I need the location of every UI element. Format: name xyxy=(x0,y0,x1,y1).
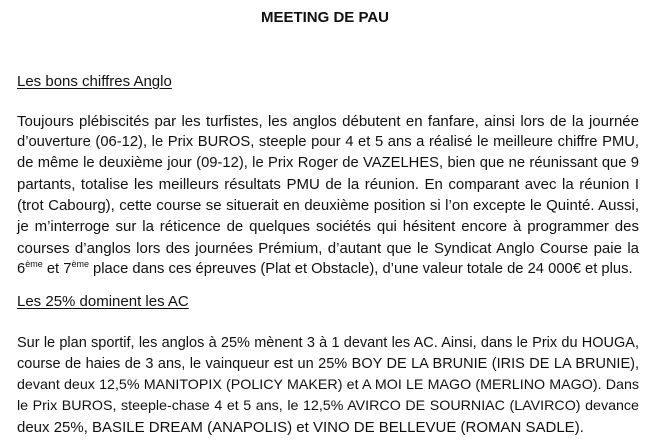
text-line: course de haies de 3 ans, le vainqueur est un 25% BOY DE LA BRUNIE (IRIS DE LA BRUNIE), xyxy=(17,356,639,373)
text-line: devant deux 12,5% MANITOPIX (POLICY MAKER) et A MOI LE MAGO (MERLINO MAGO). Dans xyxy=(17,377,639,394)
text-line xyxy=(17,259,639,280)
text-line: Toujours plébiscités par les turfistes, les anglos débutent en fanfare, ainsi lors de la journée xyxy=(17,113,639,130)
text-line: deux 25%, BASILE DREAM (ANAPOLIS) et VINO DE BELLEVUE (ROMAN SADLE). xyxy=(17,419,584,437)
paragraph-25-percent xyxy=(17,333,639,438)
text-fragment: et 7 xyxy=(42,260,72,277)
text-line: (trot Cabourg), cette course se situerait en deuxième position si l’on excepte le Quinté. Aussi, xyxy=(17,197,639,215)
text-line: je m’interroge sur la réticence de quelques sociétés qui hésitent encore à programmer des xyxy=(17,218,639,236)
section-heading-anglo: Les bons chiffres Anglo xyxy=(17,73,172,90)
paragraph-anglo xyxy=(17,111,639,280)
ordinal-number: 6 xyxy=(17,260,26,277)
section-heading-25-percent: Les 25% dominent les AC xyxy=(17,293,189,310)
text-line: partants, totalise les meilleurs résultats PMU de la réunion. En comparant avec la réunion I xyxy=(17,176,639,194)
ordinal-suffix: ème xyxy=(25,258,43,269)
text-line: de même le deuxième jour (09-12), le Prix Roger de VAZELHES, bien que ne réunissant que 9 xyxy=(17,155,639,172)
text-line: courses d’anglos lors des journées Prémium, d’autant que le Syndicat Anglo Course paie la xyxy=(17,239,639,257)
text-fragment: place dans ces épreuves (Plat et Obstacle), d’une valeur totale de 24 000€ et plus. xyxy=(88,260,633,277)
text-line: d’ouverture (06-12), le Prix BUROS, steeple pour 4 et 5 ans a réalisé le meilleure chiffre PMU, xyxy=(17,134,639,151)
text-line: Sur le plan sportif, les anglos à 25% mènent 3 à 1 devant les AC. Ainsi, dans le Prix du HOUGA, xyxy=(17,335,639,351)
document-title: MEETING DE PAU xyxy=(260,9,390,26)
text-line: le Prix BUROS, steeple-chase 4 et 5 ans, le 12,5% AVIRCO DE SOURNIAC (LAVIRCO) devance xyxy=(17,398,639,415)
ordinal-suffix: ème xyxy=(71,258,89,269)
